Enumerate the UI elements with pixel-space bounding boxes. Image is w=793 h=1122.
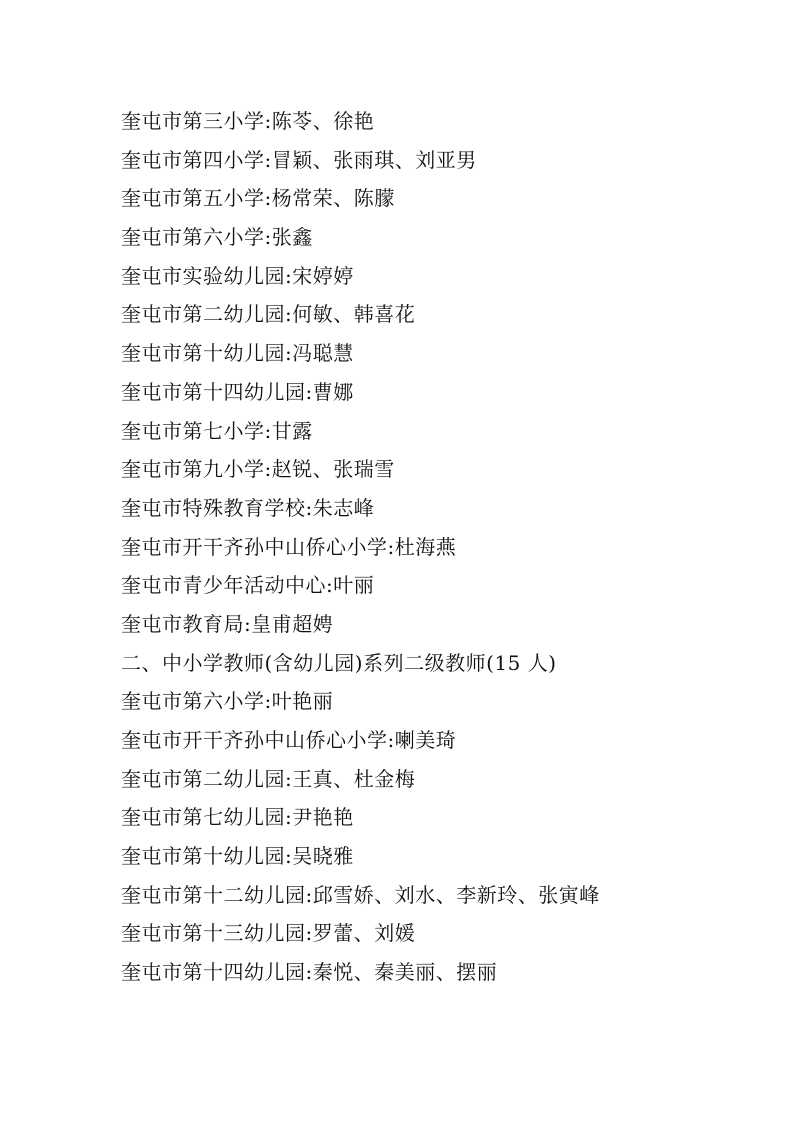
text-line: 奎屯市第十四幼儿园:曹娜	[121, 379, 354, 404]
text-line: 奎屯市青少年活动中心:叶丽	[121, 573, 375, 598]
text-line: 奎屯市第二幼儿园:王真、杜金梅	[121, 766, 416, 791]
text-line: 奎屯市第六小学:张鑫	[121, 225, 313, 250]
text-line: 奎屯市第四小学:冒颖、张雨琪、刘亚男	[121, 147, 477, 172]
text-line: 奎屯市第十二幼儿园:邱雪娇、刘水、李新玲、张寅峰	[121, 882, 600, 907]
text-line: 奎屯市开干齐孙中山侨心小学:喇美琦	[121, 728, 457, 752]
text-line: 奎屯市第十四幼儿园:秦悦、秦美丽、摆丽	[121, 960, 498, 985]
text-line: 奎屯市开干齐孙中山侨心小学:杜海燕	[121, 534, 457, 559]
text-line: 奎屯市第十幼儿园:吴晓雅	[121, 844, 354, 869]
text-line: 奎屯市第五小学:杨常荣、陈朦	[121, 186, 395, 211]
text-line: 奎屯市第三小学:陈苓、徐艳	[121, 109, 375, 133]
text-line: 奎屯市实验幼儿园:宋婷婷	[121, 263, 354, 288]
text-line: 奎屯市第七小学:甘露	[121, 418, 313, 443]
text-line: 奎屯市第六小学:叶艳丽	[121, 689, 334, 714]
text-line: 奎屯市教育局:皇甫超娉	[121, 611, 334, 636]
text-line: 奎屯市第二幼儿园:何敏、韩喜花	[121, 302, 416, 327]
text-lines	[121, 104, 761, 994]
text-line: 奎屯市第九小学:赵锐、张瑞雪	[121, 457, 395, 482]
section-heading: 二、中小学教师(含幼儿园)系列二级教师(15 人)	[121, 650, 557, 675]
text-line: 奎屯市第十三幼儿园:罗蕾、刘媛	[121, 921, 416, 946]
text-line: 奎屯市第七幼儿园:尹艳艳	[121, 805, 354, 830]
text-line: 奎屯市特殊教育学校:朱志峰	[121, 495, 375, 520]
text-line: 奎屯市第十幼儿园:冯聪慧	[121, 341, 354, 366]
